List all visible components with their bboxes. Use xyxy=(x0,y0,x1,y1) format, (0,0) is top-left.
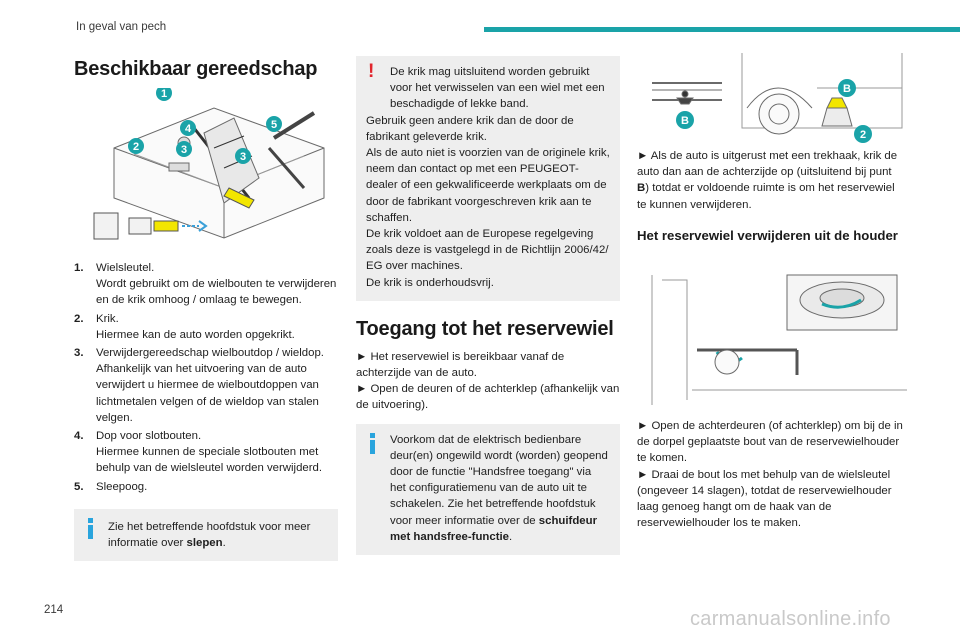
toolkit-figure xyxy=(74,88,338,248)
info-box-handsfree: Voorkom dat de elektrisch bedienbare deur(en) ongewild wordt (worden) geopend door de functie "Handsfree toegang" via het configuratiemenu van de auto uit te schakelen. Zie het betreffende hoofdstuk voor meer informatie over de schuifdeur met handsfree-functie. xyxy=(356,424,620,555)
callout-3-top: 1 xyxy=(160,88,168,100)
section-title-spare-wheel: Toegang tot het reservewiel xyxy=(356,317,614,340)
paragraph: ► Open de achterdeuren (of achterklep) om bij de in de dorpel geplaatste bout van de reservewielhouder te komen. xyxy=(637,420,903,465)
list-item: 3. Verwijdergereedschap wielboutdop / wieldop. Afhankelijk van het uitvoering van de auto verwijdert u hiermee de wielboutdoppen van lichtmetalen velgen of de wieldop van stalen velgen. xyxy=(74,347,324,424)
warning-box-jack: ! De krik mag uitsluitend worden gebruikt voor het verwisselen van een wiel met een beschadigde of lekke band. Gebruik geen andere krik dan de door de fabrikant geleverde krik. Als de auto niet is voorzien van de originele krik, neem dan contact op met een PEUGEOT-dealer of een gekwalificeerde werkplaats om de door de fabrikant voorgeschreven krik aan te schaffen. De krik voldoet aan de Europese regelgeving zoals deze is vastgelegd in de Richtlijn 2006/42/ EG over machines. De krik is onderhoudsvrij. xyxy=(356,56,620,301)
callout-b-car: B xyxy=(843,83,851,95)
left-column xyxy=(74,48,338,550)
callout-1: 2 xyxy=(132,141,140,153)
list-item: 5. Sleepoog. xyxy=(74,480,148,493)
watermark: carmanualsonline.info xyxy=(690,608,891,630)
list-item: 1. Wielsleutel. Wordt gebruikt om de wielbouten te verwijderen en de krik omhoog / omlaag te bewegen. xyxy=(74,262,337,307)
subsection-title: Het reservewiel verwijderen uit de houder xyxy=(637,227,898,243)
header-accent-bar xyxy=(484,27,960,32)
paragraph: ► Draai de bout los met behulp van de wielsleutel (ongeveer 14 slagen), totdat de reservewielhouder laag genoeg hangt om de haak van de reservewielhouder los te maken. xyxy=(637,468,892,530)
spare-wheel-figure xyxy=(647,270,913,410)
callout-4: 4 xyxy=(184,123,192,135)
page-number: 214 xyxy=(44,604,64,616)
info-box-towing: Zie het betreffende hoofdstuk voor meer informatie over slepen. xyxy=(74,509,338,561)
warning-icon: ! xyxy=(368,61,375,82)
callout-b-detail: B xyxy=(681,115,689,127)
section-header: In geval van pech xyxy=(76,21,167,33)
paragraph-towbar: ► Als de auto is uitgerust met een trekhaak, krik de auto dan aan de achterzijde op (uitsluitend bij punt B) totdat er voldoende ruimte is om het reservewiel te kunnen verwijderen. xyxy=(637,150,898,211)
section-title: Beschikbaar gereedschap xyxy=(74,58,318,80)
callout-3-low: 3 xyxy=(180,144,188,156)
list-item: 4. Dop voor slotbouten. Hiermee kunnen de speciale slotbouten met behulp van de wielsleutel worden verwijderd. xyxy=(74,430,323,475)
jack-point-figure xyxy=(647,48,913,144)
callout-5: 5 xyxy=(270,119,278,131)
list-item: 2. Krik. Hiermee kan de auto worden opgekrikt. xyxy=(74,312,295,341)
paragraph: ► Open de deuren of de achterklep (afhankelijk van de uitvoering). xyxy=(356,383,620,412)
callout-2-jack: 2 xyxy=(859,129,867,141)
callout-2: 3 xyxy=(239,151,247,163)
info-icon xyxy=(367,433,379,455)
middle-column xyxy=(356,56,620,555)
paragraph: ► Het reservewiel is bereikbaar vanaf de achterzijde van de auto. xyxy=(356,350,565,380)
info-icon xyxy=(85,518,97,540)
